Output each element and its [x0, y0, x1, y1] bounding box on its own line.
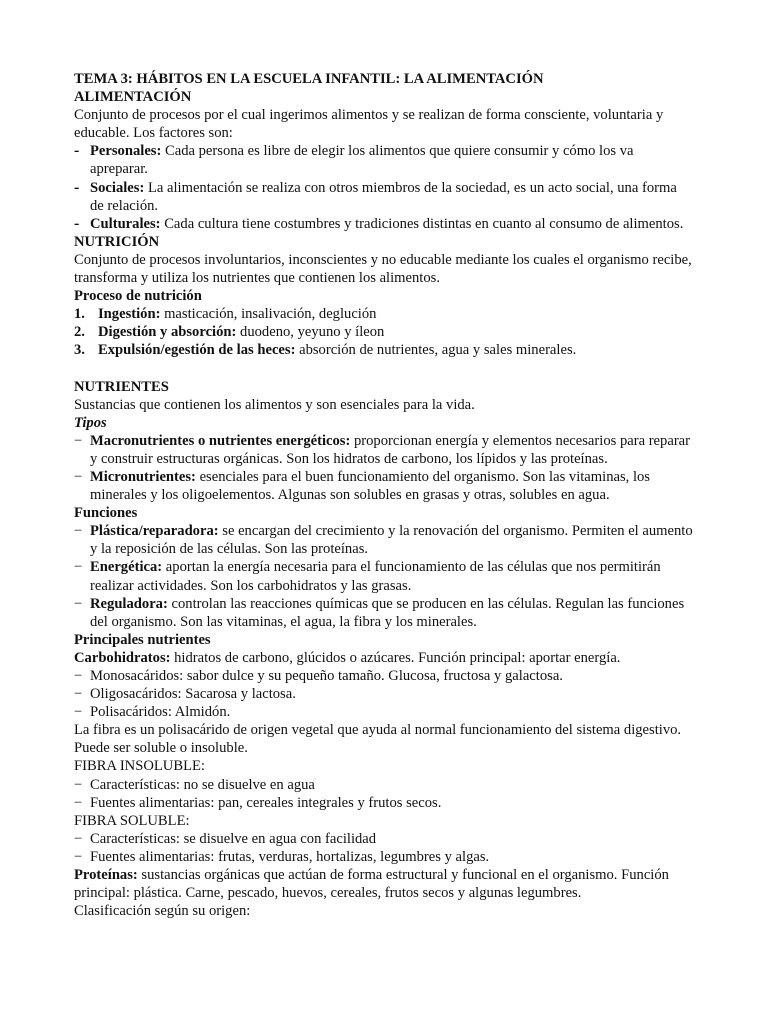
list-item: − Características: no se disuelve en agua [74, 776, 315, 793]
list-item: − Plástica/reparadora: se encargan del crecimiento y la renovación del organismo. Permiten el aumento y la reposición de las células. Son las proteínas. [74, 523, 693, 558]
dash-bullet: - [74, 142, 80, 160]
list-item: − Características: se disuelve en agua con facilidad [74, 830, 377, 847]
dash-bullet: − [74, 432, 83, 449]
factors-list [74, 142, 694, 232]
proceso-list [74, 305, 694, 359]
subsection-title-tipos: Tipos [74, 414, 107, 431]
proteinas-text: Proteínas: sustancias orgánicas que actúan de forma estructural y funcional en el organismo. Función principal: plástica. Carne, pescado, huevos, cereales, frutos secos y algunas legumbres. [74, 867, 669, 902]
fibra-insoluble-list [74, 776, 694, 812]
dash-bullet: − [74, 704, 83, 721]
subsection-title-principales: Principales nutrientes [74, 631, 211, 648]
dash-bullet: − [74, 523, 83, 540]
dash-bullet: - [74, 214, 80, 232]
section-title-alimentacion: ALIMENTACIÓN [74, 89, 192, 106]
list-item: 2. Digestión y absorción: duodeno, yeyuno y íleon [74, 324, 385, 341]
list-item: 1. Ingestión: masticación, insalivación, deglución [74, 306, 377, 323]
subsection-title-funciones: Funciones [74, 505, 138, 522]
section-title-nutrientes: NUTRIENTES [74, 378, 169, 395]
nutrientes-text: Sustancias que contienen los alimentos y son esenciales para la vida. [74, 396, 475, 413]
dash-bullet: − [74, 559, 83, 576]
list-item: − Reguladora: controlan las reacciones químicas que se producen en las células. Regulan las funciones del organismo. Son las vitaminas, el agua, la fibra y los minerales. [74, 595, 685, 630]
blank-line [74, 360, 694, 378]
list-item: - Sociales: La alimentación se realiza con otros miembros de la sociedad, es un acto social, una forma de relación. [74, 178, 677, 214]
dash-bullet: − [74, 686, 83, 703]
dash-bullet: - [74, 178, 80, 196]
list-item: − Monosacáridos: sabor dulce y su pequeño tamaño. Glucosa, fructosa y galactosa. [74, 668, 563, 684]
list-item: − Energética: aportan la energía necesaria para el funcionamiento de las células que nos permitirán realizar actividades. Son los carbohidratos y las grasas. [74, 559, 661, 594]
alimentacion-intro: Conjunto de procesos por el cual ingerimos alimentos y se realizan de forma consciente, voluntaria y educable. Los factores son: [74, 107, 664, 142]
fibra-insoluble-title: FIBRA INSOLUBLE: [74, 758, 205, 775]
list-item: − Fuentes alimentarias: frutas, verduras, hortalizas, legumbres y algas. [74, 848, 490, 865]
fibra-text: La fibra es un polisacárido de origen vegetal que ayuda al normal funcionamiento del sistema digestivo. Puede ser soluble o insoluble. [74, 722, 682, 757]
fibra-soluble-list [74, 830, 694, 866]
clasificacion-text: Clasificación según su origen: [74, 903, 251, 920]
nutricion-text: Conjunto de procesos involuntarios, inconscientes y no educable mediante los cuales el organismo recibe, transforma y utiliza los nutrientes que contienen los alimentos. [74, 251, 692, 287]
document-title: TEMA 3: HÁBITOS EN LA ESCUELA INFANTIL: LA ALIMENTACIÓN [74, 71, 544, 87]
list-item: - Culturales: Cada cultura tiene costumbres y tradiciones distintas en cuanto al consumo de alimentos. [74, 214, 684, 232]
fibra-soluble-title: FIBRA SOLUBLE: [74, 812, 190, 829]
list-item: − Fuentes alimentarias: pan, cereales integrales y frutos secos. [74, 794, 442, 811]
list-item: − Polisacáridos: Almidón. [74, 704, 231, 721]
dash-bullet: − [74, 776, 83, 793]
list-item: − Micronutrientes: esenciales para el buen funcionamiento del organismo. Son las vitaminas, los minerales y los oligoelementos. Algunas son solubles en grasas y otras, solubles en agua. [74, 468, 650, 504]
carbohidratos-text: Carbohidratos: hidratos de carbono, glúcidos o azúcares. Función principal: aportar energía. [74, 649, 621, 666]
dash-bullet: − [74, 595, 83, 612]
dash-bullet: − [74, 848, 83, 865]
dash-bullet: − [74, 468, 83, 485]
list-item: 3. Expulsión/egestión de las heces: absorción de nutrientes, agua y sales minerales. [74, 342, 577, 359]
section-title-nutricion: NUTRICIÓN [74, 233, 160, 250]
list-item: - Personales: Cada persona es libre de elegir los alimentos que quiere consumir y cómo los va apreparar. [74, 142, 634, 178]
dash-bullet: − [74, 830, 83, 847]
subsection-title-proceso: Proceso de nutrición [74, 288, 202, 305]
list-item: − Oligosacáridos: Sacarosa y lactosa. [74, 686, 296, 703]
carbohidratos-list [74, 667, 694, 721]
tipos-list [74, 432, 694, 504]
dash-bullet: − [74, 794, 83, 811]
funciones-list [74, 522, 694, 631]
list-item: − Macronutrientes o nutrientes energéticos: proporcionan energía y elementos necesarios para reparar y construir estructuras orgánicas. Son los hidratos de carbono, los lípidos y las proteínas. [74, 432, 691, 467]
dash-bullet: − [74, 668, 83, 684]
